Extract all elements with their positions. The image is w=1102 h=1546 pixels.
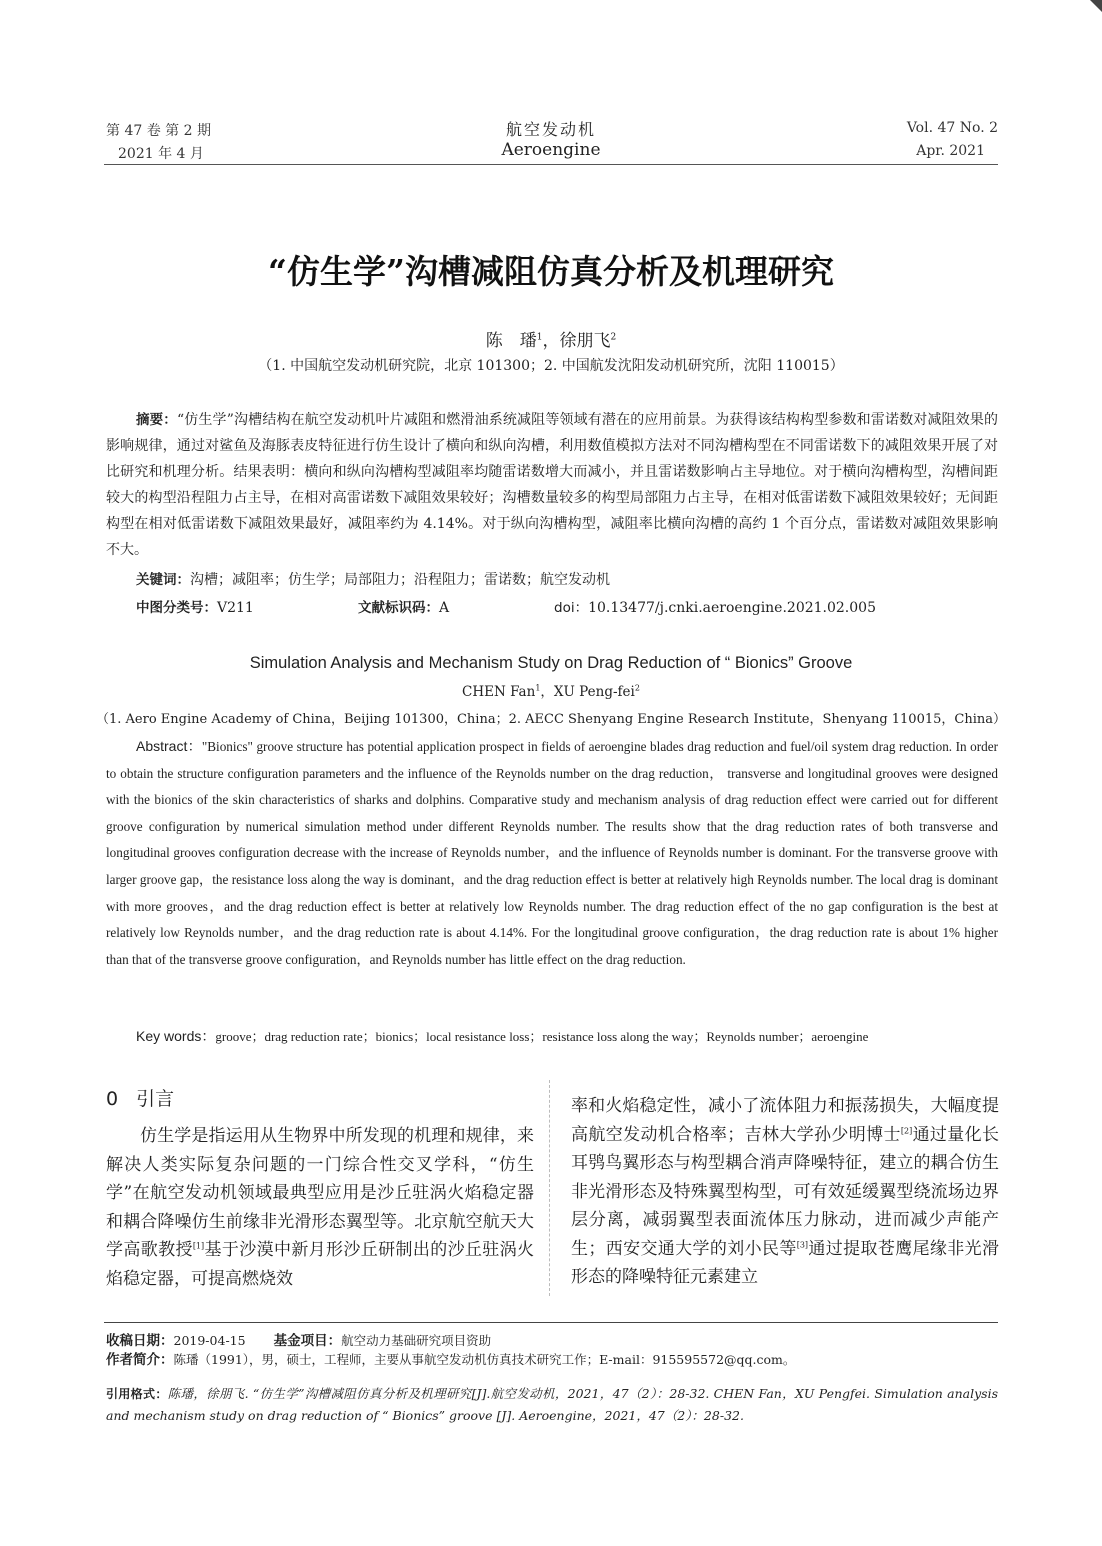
citation-ref: [1] [192, 1241, 205, 1251]
journal-name-en: Aeroengine [501, 140, 601, 160]
english-author-affil-mark: 2 [634, 683, 640, 693]
document-code [358, 596, 449, 616]
abstract-cn-text: “仿生学”沟槽结构在航空发动机叶片减阻和燃滑油系统减阻等领域有潜在的应用前景。为获得该结构构型参数和雷诺数对减阻效果的影响规律，通过对鲨鱼及海豚表皮特征进行仿生设计了横向和纵向沟槽，利用数值模拟方法对不同沟槽构型在不同雷诺数下的减阻效果开展了对比研究和机理分析。结果表明：横向和纵向沟槽构型减阻率均随雷诺数增大而减小，并且雷诺数影响占主导地位。对于横向沟槽构型，沟槽间距较大的构型沿程阻力占主导，在相对高雷诺数下减阻效果较好；沟槽数量较多的构型局部阻力占主导，在相对低雷诺数下减阻效果较好；无间距构型在相对低雷诺数下减阻效果最好，减阻率约为 4.14%。对于纵向沟槽构型，减阻率比横向沟槽的高约 1 个百分点，雷诺数对减阻效果影响不大。 [106, 412, 998, 558]
doc-code-label: 文献标识码： [358, 600, 439, 616]
author-affil-mark: 1 [536, 332, 543, 343]
keywords-cn [136, 568, 610, 589]
fund-value: 航空动力基础研究项目资助 [341, 1333, 492, 1348]
doi [554, 596, 876, 616]
abstract-cn [106, 407, 998, 563]
citation-label: 引用格式： [106, 1387, 168, 1401]
citation-ref: [2] [900, 1125, 913, 1135]
body-text: 基于沙漠中新月形沙丘研制出的沙丘驻涡火焰稳定器，可提高燃烧效 [106, 1240, 535, 1289]
english-keywords-label: Key words： [136, 1028, 216, 1044]
keywords-cn-text: 沟槽；减阻率；仿生学；局部阻力；沿程阻力；雷诺数；航空发动机 [190, 572, 610, 588]
section-number: 0 [106, 1088, 119, 1110]
english-keywords-text: groove；drag reduction rate；bionics；local resistance loss；resistance loss along the way；Reynolds number；aeroengine [215, 1029, 869, 1044]
paper-title: “仿生学”沟槽减阻仿真分析及机理研究 [268, 252, 834, 291]
english-author-affil-mark: 1 [535, 683, 541, 693]
journal-volume-en: Vol. 47 No. 2 [906, 120, 998, 136]
clc-label: 中图分类号： [136, 600, 217, 616]
author-name: 陈 璠 [485, 331, 537, 351]
body-text: 通过提取苍鹰尾缘非光滑形态的降噪特征元素建立 [571, 1238, 1000, 1287]
abstract-cn-label: 摘要： [136, 412, 177, 428]
clc-number [136, 596, 254, 616]
doc-code-value: A [439, 600, 450, 616]
footnote-received [106, 1329, 491, 1349]
body-right-column [571, 1092, 999, 1292]
journal-date: 2021 年 4 月 [118, 146, 204, 162]
fund-label: 基金项目： [273, 1333, 342, 1349]
received-label: 收稿日期： [106, 1333, 174, 1349]
author-line [0, 326, 1102, 351]
english-abstract-label: Abstract： [136, 738, 202, 754]
body-text: 仿生学是指运用从生物界中所发现的机理和规律，来解决人类实际复杂问题的一门综合性交叉学科，“仿生学”在航空发动机领域最典型应用是沙丘驻涡火焰稳定器和耦合降噪仿生前缘非光滑形态翼型等。北京航空航天大学高歌教授 [106, 1126, 534, 1260]
author-bio-value: 陈璠（1991），男，硕士，工程师，主要从事航空发动机仿真技术研究工作；E-mail：915595572@qq.com。 [173, 1352, 796, 1367]
affiliation: （1. 中国航空发动机研究院，北京 101300；2. 中国航发沈阳发动机研究所，沈阳 110015） [258, 358, 844, 374]
author-bio-label: 作者简介： [106, 1352, 174, 1368]
clc-value: V211 [217, 600, 254, 616]
author-name: 徐朋飞 [559, 331, 611, 351]
journal-date-en: Apr. 2021 [916, 143, 985, 159]
english-author: XU Peng-fei [553, 684, 635, 700]
english-keywords [136, 1026, 868, 1046]
keywords-cn-label: 关键词： [136, 572, 190, 588]
citation-format [106, 1383, 998, 1426]
author-affil-mark: 2 [610, 332, 617, 343]
english-title: Simulation Analysis and Mechanism Study on Drag Reduction of “ Bionics” Groove [249, 654, 853, 672]
citation-text: 陈璠，徐朋飞. “仿生学”沟槽减阻仿真分析及机理研究[J].航空发动机，2021，47（2）：28-32. CHEN Fan，XU Pengfei. Simulation analysis and mechanism study on drag reduction of “ Bionics” groove [J]. Aeroengine，2021，47（2）：28-32. [106, 1386, 998, 1423]
english-author: CHEN Fan [462, 684, 536, 700]
doi-label: doi： [554, 600, 589, 616]
section-title: 引言 [136, 1088, 175, 1110]
footnote-author [106, 1348, 795, 1368]
english-abstract-text: "Bionics" groove structure has potential application prospect in fields of aeroengine blades drag reduction and fuel/oil system drag reduction. In order to obtain the structure configuration parameters and the influence of the Reynolds number on the drag reduction， transverse and longitudinal grooves were designed with the bionics of the skin characteristics of sharks and dolphins. Comparative study and mechanism analysis of drag reduction effect were carried out for different groove configuration by numerical simulation method under different Reynolds number. The results show that the drag reduction rates of both transverse and longitudinal grooves configuration decrease with the increase of Reynolds number，and the influence of Reynolds number is dominant. For the transverse groove with larger groove gap，the resistance loss along the way is dominant，and the drag reduction effect is better at relatively high Reynolds number. The local drag is dominant with more grooves，and the drag reduction effect is better at relatively low Reynolds number. The drag reduction effect of the no gap configuration is the best at relatively low Reynolds number，and the drag reduction rate is about 4.14%. For the longitudinal groove configuration，the drag reduction rate is about 1% higher than that of the transverse groove configuration，and Reynolds number has little effect on the drag reduction. [106, 739, 998, 967]
header-rule [104, 164, 998, 165]
journal-name-cn: 航空发动机 [505, 120, 596, 139]
english-author-line [0, 680, 1102, 700]
citation-ref: [3] [796, 1239, 809, 1249]
received-value: 2019-04-15 [173, 1333, 246, 1348]
body-text: 率和火焰稳定性，减小了流体阻力和振荡损失，大幅度提高航空发动机合格率；吉林大学孙少明博士 [571, 1096, 999, 1145]
footnote-rule [104, 1322, 998, 1323]
english-affiliation: （1. Aero Engine Academy of China，Beijing 101300，China；2. AECC Shenyang Engine Research Institute，Shenyang 110015，China） [96, 712, 1006, 727]
column-divider [549, 1080, 550, 1296]
body-left-column [106, 1122, 534, 1293]
doi-value: 10.13477/j.cnki.aeroengine.2021.02.005 [588, 600, 876, 616]
author-separator: ， [542, 331, 560, 351]
journal-volume: 第 47 卷 第 2 期 [106, 123, 211, 139]
english-abstract [106, 733, 998, 973]
page-corner-mark [1090, 0, 1102, 12]
english-author-separator: ， [540, 684, 554, 700]
body-text: 通过量化长耳鸮鸟翼形态与构型耦合消声降噪特征，建立的耦合仿生非光滑形态及特殊翼型构型，可有效延缓翼型绕流场边界层分离，减弱翼型表面流体压力脉动，进而减少声能产生；西安交通大学的刘小民等 [571, 1124, 1000, 1259]
section-heading [106, 1084, 174, 1111]
